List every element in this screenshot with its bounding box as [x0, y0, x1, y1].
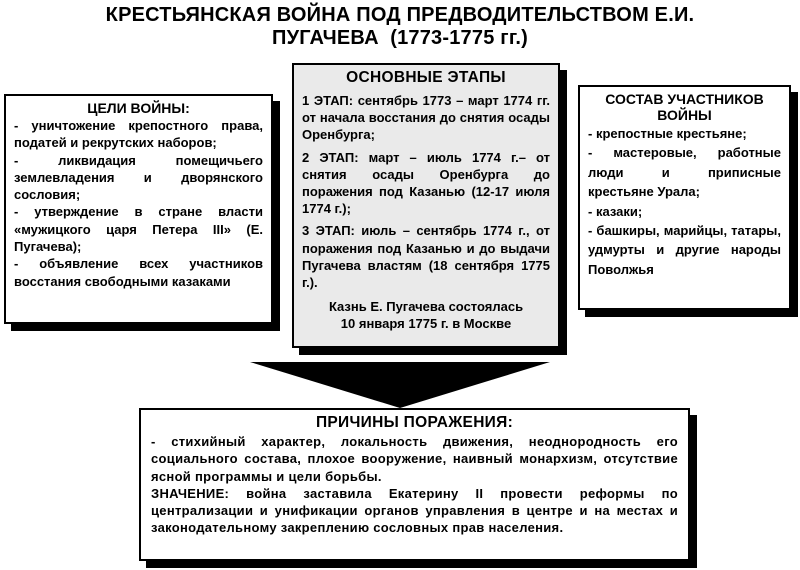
down-arrow-icon — [250, 362, 550, 410]
participants-list — [588, 124, 781, 279]
participant-item: - мастеровые, работные люди и приписные крестьяне Урала; — [588, 145, 781, 200]
reasons-box — [139, 408, 690, 561]
participant-item: - башкиры, марийцы, татары, удмурты и другие народы Поволжья — [588, 223, 781, 277]
title-line-1: КРЕСТЬЯНСКАЯ ВОЙНА ПОД ПРЕДВОДИТЕЛЬСТВОМ Е.И. — [105, 4, 695, 26]
reasons-text: - стихийный характер, локальность движения, неоднородность его социального состава, плохое вооружение, наивный монархизм, отсутствие ясной программы и цели борьбы. — [151, 434, 678, 484]
participants-heading-line-2: ВОЙНЫ — [657, 107, 712, 123]
stage-item: 1 ЭТАП: сентябрь 1773 – март 1774 гг. от начала восстания до снятия осады Оренбурга; — [302, 93, 550, 143]
participant-item: - казаки; — [588, 203, 643, 219]
reasons-heading: ПРИЧИНЫ ПОРАЖЕНИЯ: — [315, 414, 514, 431]
goal-item: - утверждение в стране власти «мужицкого царя Петера III» (Е. Пугачева); — [14, 204, 263, 255]
stages-box — [292, 63, 560, 348]
goal-item: - ликвидация помещичьего землевладения и дворянского сословия; — [14, 152, 263, 203]
diagram-title — [0, 4, 800, 50]
goal-item: - уничтожение крепостного права, податей и рекрутских наборов; — [14, 118, 263, 151]
stage-item: 2 ЭТАП: март – июль 1774 г.– от снятия осады Оренбурга до поражения под Казанью (12-17 июля 1774 г.); — [302, 149, 550, 217]
participants-heading-line-1: СОСТАВ УЧАСТНИКОВ — [605, 91, 764, 107]
participant-item: - крепостные крестьяне; — [588, 126, 747, 141]
stage-item: 3 ЭТАП: июль – сентябрь 1774 г., от поражения под Казанью и до выдачи Пугачева властям (18 сентября 1775 г.). — [302, 223, 550, 291]
goals-box — [4, 94, 273, 324]
stages-heading: ОСНОВНЫЕ ЭТАПЫ — [346, 69, 506, 86]
goal-item: - объявление всех участников восстания свободными казаками — [14, 256, 263, 289]
significance-text: ЗНАЧЕНИЕ: война заставила Екатерину II провести реформы по централизации и унификации органов управления в центре и на местах и законодательному закреплению сословных прав населения. — [151, 485, 678, 536]
participants-box — [578, 85, 791, 310]
goals-list — [14, 117, 263, 290]
execution-line-2: 10 января 1775 г. в Москве — [340, 316, 512, 332]
execution-note — [302, 298, 550, 332]
participants-heading — [588, 91, 781, 123]
goals-heading: ЦЕЛИ ВОЙНЫ: — [87, 100, 190, 116]
execution-line-1: Казнь Е. Пугачева состоялась — [328, 299, 524, 315]
title-line-2: ПУГАЧЕВА (1773-1775 гг.) — [272, 27, 528, 49]
